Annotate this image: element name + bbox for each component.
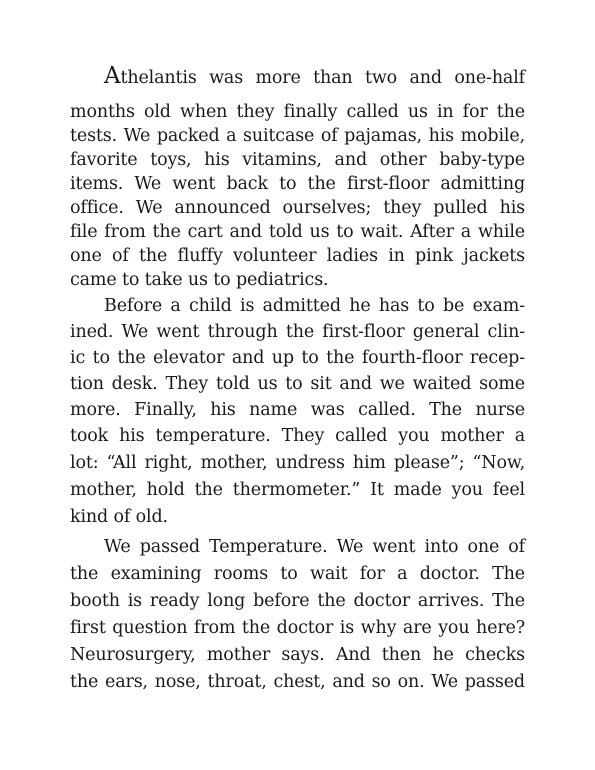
text-line: one of the fluffy volunteer ladies in pink jackets — [70, 246, 525, 266]
text-line: more. Finally, his name was called. The nurse — [70, 400, 525, 420]
text-line: lot: “All right, mother, undress him please”; “Now, — [70, 453, 525, 473]
text-line: the ears, nose, throat, chest, and so on. We passed — [70, 672, 525, 692]
text-line: kind of old. — [70, 507, 168, 527]
text-line: We passed Temperature. We went into one of — [104, 537, 525, 557]
text-line: tion desk. They told us to sit and we waited some — [70, 374, 525, 394]
text-line — [104, 64, 525, 90]
text-line: first question from the doctor is why are you here? — [70, 618, 525, 638]
text-line: Before a child is admitted he has to be exam- — [104, 296, 525, 316]
text-line: booth is ready long before the doctor arrives. The — [70, 591, 525, 611]
line-text: thelantis was more than two and one-half — [120, 68, 525, 88]
drop-cap: A — [104, 63, 121, 89]
text-line: mother, hold the thermometer.” It made you feel — [70, 480, 525, 500]
text-line: items. We went back to the first-floor admitting — [70, 174, 525, 194]
text-line: favorite toys, his vitamins, and other baby-type — [70, 150, 525, 170]
text-line: ic to the elevator and up to the fourth-floor recep- — [70, 348, 525, 368]
text-line: tests. We packed a suitcase of pajamas, his mobile, — [70, 126, 525, 146]
text-line: office. We announced ourselves; they pulled his — [70, 198, 525, 218]
text-line: took his temperature. They called you mother a — [70, 426, 525, 446]
text-line: file from the cart and told us to wait. After a while — [70, 222, 525, 242]
text-line: the examining rooms to wait for a doctor. The — [70, 564, 525, 584]
text-line: months old when they finally called us in for the — [70, 102, 525, 122]
text-line: Neurosurgery, mother says. And then he checks — [70, 645, 525, 665]
text-line: ined. We went through the first-floor general clin- — [70, 322, 525, 342]
text-line: came to take us to pediatrics. — [70, 270, 329, 290]
